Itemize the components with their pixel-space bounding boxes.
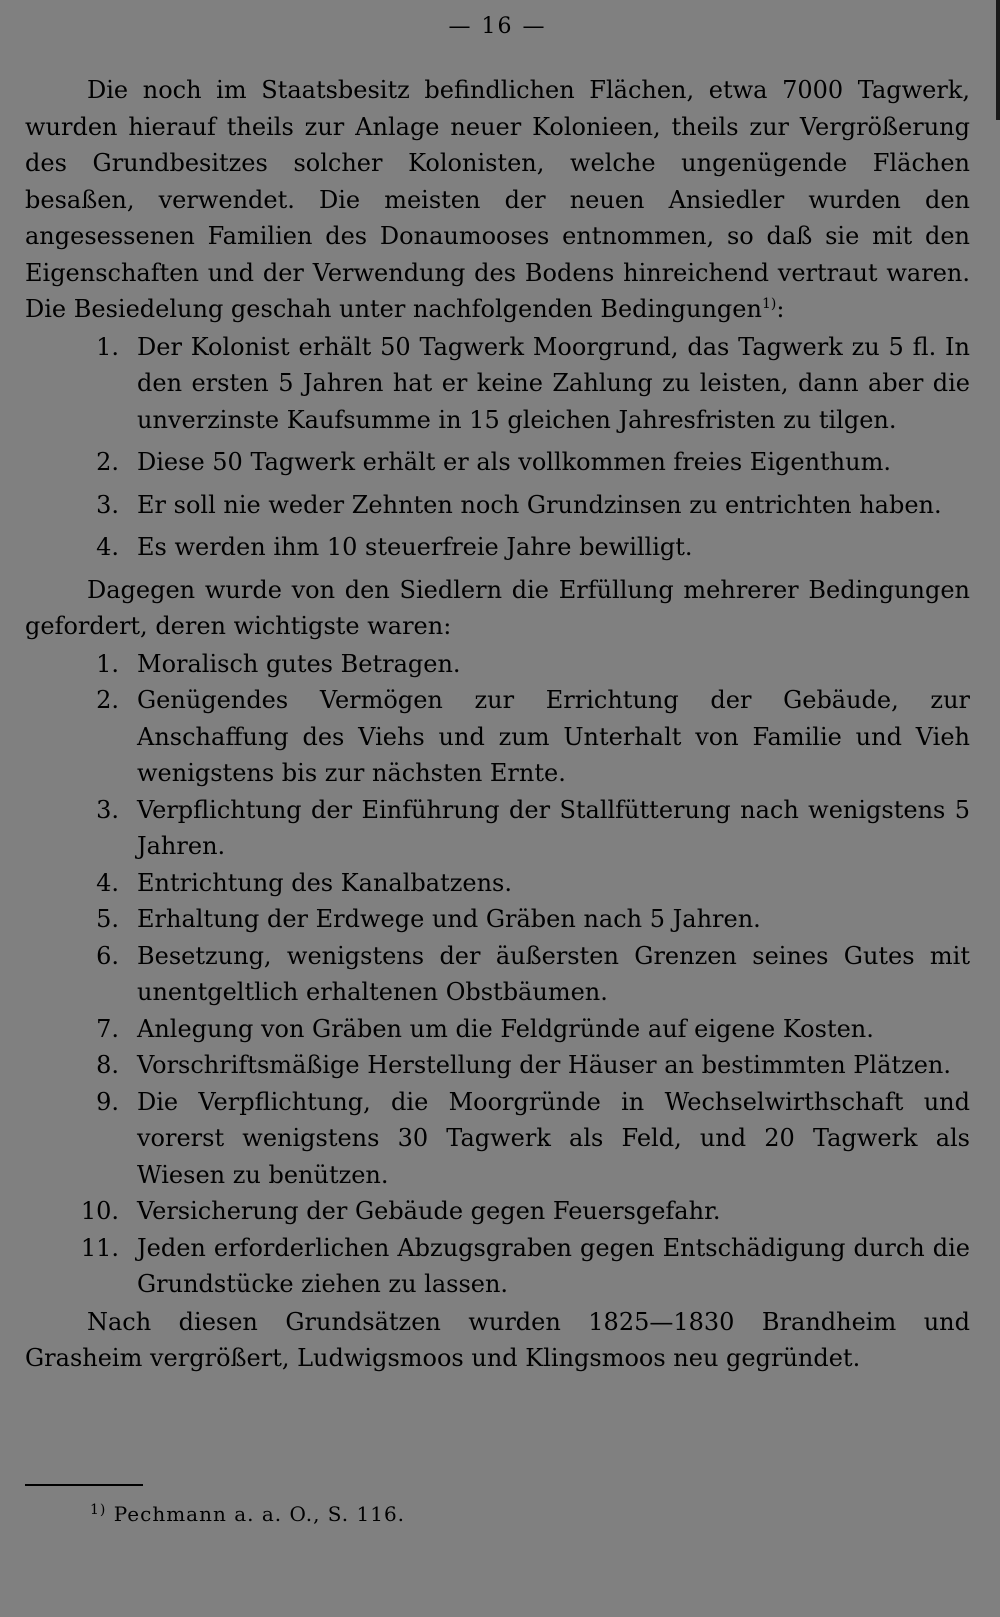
list-item-text: Erhaltung der Erdwege und Gräben nach 5 Jahren. [137, 905, 761, 933]
list-item-text: Der Kolonist erhält 50 Tagwerk Moorgrund, das Tagwerk zu 5 fl. In den ersten 5 Jahren hat er keine Zahlung zu leisten, dann aber die unverzinste Kaufsumme in 15 gleichen Jahresfristen zu tilgen. [137, 332, 970, 434]
list-item-number: 1. [96, 332, 119, 361]
footnote [90, 1502, 405, 1526]
list-item-number: 11. [80, 1233, 119, 1262]
requirements-list [25, 646, 970, 1303]
list-item [25, 792, 970, 865]
list-item [25, 901, 970, 938]
list-item-text: Besetzung, wenigstens der äußersten Grenzen seines Gutes mit unentgeltlich erhaltenen Obstbäumen. [137, 941, 970, 1006]
list-item [25, 1193, 970, 1230]
paragraph-requirements: Dagegen wurde von den Siedlern die Erfüllung mehrerer Bedingungen gefordert, deren wichtigste waren: [25, 575, 970, 640]
list-item [25, 682, 970, 792]
list-item-number: 10. [80, 1197, 119, 1225]
list-item-text: Moralisch gutes Betragen. [137, 649, 461, 678]
list-item-number: 2. [96, 686, 119, 714]
conditions-list [25, 329, 970, 566]
list-item-text: Es werden ihm 10 steuerfreie Jahre bewilligt. [137, 533, 693, 561]
list-item [25, 487, 970, 524]
list-item-number: 7. [96, 1014, 119, 1043]
list-item [25, 1047, 970, 1084]
list-item-text: Jeden erforderlichen Abzugsgraben gegen Entschädigung durch die Grundstücke ziehen zu lassen. [137, 1233, 970, 1298]
list-item [25, 1011, 970, 1048]
list-item-text: Versicherung der Gebäude gegen Feuersgefahr. [137, 1197, 721, 1225]
list-item [25, 1230, 970, 1303]
list-item-text: Die Verpflichtung, die Moorgründe in Wechselwirthschaft und vorerst wenigstens 30 Tagwerk als Feld, und 20 Tagwerk als Wiesen zu benützen. [137, 1087, 970, 1189]
list-item-text: Genügendes Vermögen zur Errichtung der Gebäude, zur Anschaffung des Viehs und zum Unterhalt von Familie und Vieh wenigstens bis zur nächsten Ernte. [137, 686, 970, 787]
book-page [25, 0, 970, 1617]
paragraph-settlement-colon: : [776, 295, 785, 323]
list-item [25, 865, 970, 902]
list-item-number: 4. [96, 868, 119, 897]
footnote-text: Pechmann a. a. O., S. 116. [113, 1502, 406, 1526]
list-item-number: 9. [96, 1087, 119, 1116]
list-item-text: Diese 50 Tagwerk erhält er als vollkommen freies Eigenthum. [137, 448, 891, 476]
list-item [25, 938, 970, 1011]
footnote-mark: 1) [90, 1502, 107, 1518]
list-item [25, 1084, 970, 1194]
list-item-text: Verpflichtung der Einführung der Stallfütterung nach wenigstens 5 Jahren. [137, 795, 970, 860]
list-item [25, 646, 970, 683]
list-item-text: Er soll nie weder Zehnten noch Grundzinsen zu entrichten haben. [137, 490, 942, 519]
list-item-number: 2. [96, 448, 119, 476]
list-item-number: 5. [96, 905, 119, 933]
list-item-text: Entrichtung des Kanalbatzens. [137, 868, 512, 897]
footnote-reference: 1) [761, 296, 777, 312]
list-item-number: 6. [96, 941, 119, 970]
paragraph-settlement-text: Die noch im Staatsbesitz befindlichen Flächen, etwa 7000 Tagwerk, wurden hierauf theils zur Anlage neuer Kolonieen, theils zur Vergrößerung des Grundbesitzes solcher Kolonisten, welche ungenügende Flächen besaßen, verwendet. Die meisten der neuen Ansiedler wurden den angesessenen Familien des Donaumooses entnommen, so daß sie mit den Eigenschaften und der Verwendung des Bodens hinreichend vertraut waren. Die Besiedelung geschah unter nachfolgenden Bedingungen [25, 76, 970, 323]
paragraph-outcome: Nach diesen Grundsätzen wurden 1825—1830 Brandheim und Grasheim vergrößert, Ludwigsmoos und Klingsmoos neu gegründet. [25, 1307, 970, 1372]
list-item [25, 444, 970, 481]
list-item-number: 8. [96, 1051, 119, 1079]
list-item [25, 529, 970, 566]
list-item-text: Vorschriftsmäßige Herstellung der Häuser an bestimmten Plätzen. [137, 1051, 951, 1079]
list-item [25, 329, 970, 439]
list-item-number: 3. [96, 490, 119, 519]
page-number: — 16 — [448, 14, 547, 39]
scan-edge-mark [996, 0, 1000, 120]
list-item-number: 3. [96, 795, 119, 824]
footnote-divider [25, 1484, 143, 1486]
list-item-number: 4. [96, 533, 119, 561]
page-body [25, 72, 970, 1377]
list-item-number: 1. [96, 649, 119, 678]
paragraph-settlement [25, 72, 970, 328]
list-item-text: Anlegung von Gräben um die Feldgründe auf eigene Kosten. [137, 1014, 874, 1043]
